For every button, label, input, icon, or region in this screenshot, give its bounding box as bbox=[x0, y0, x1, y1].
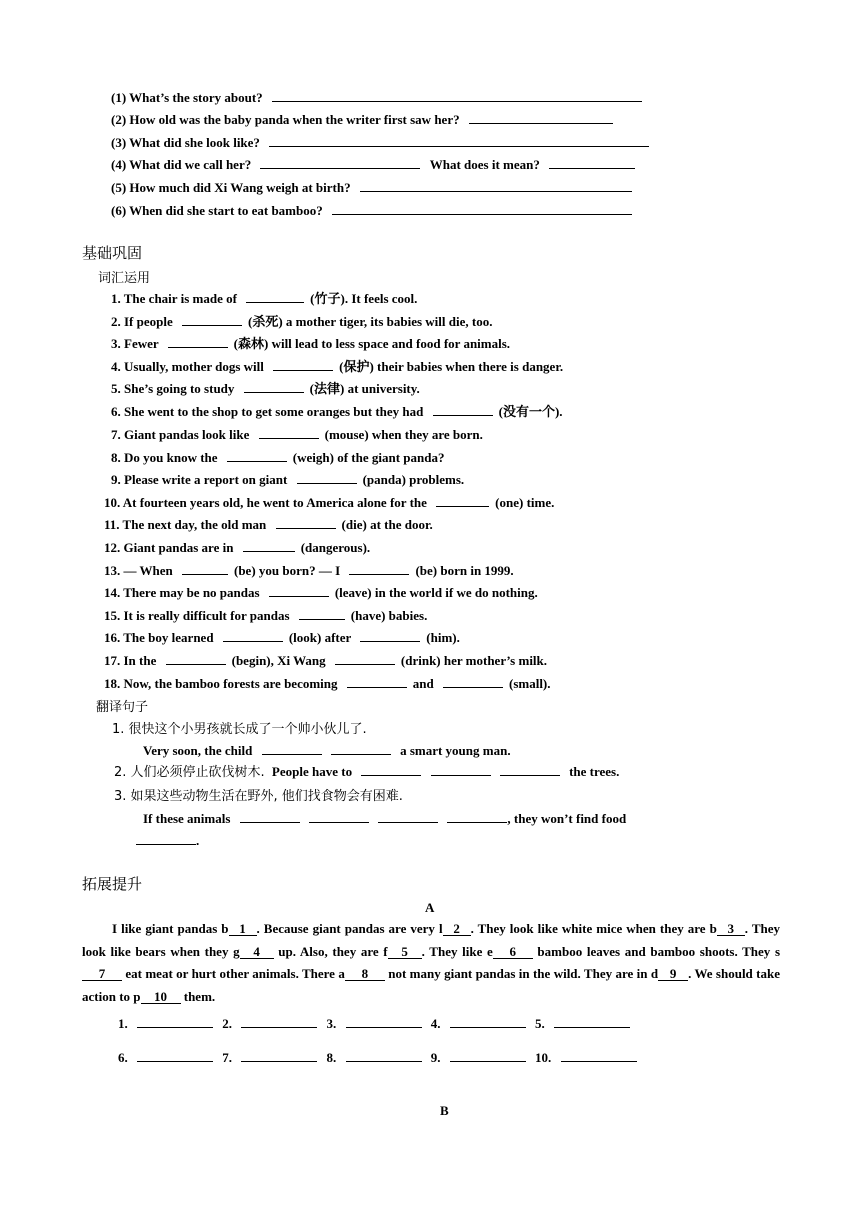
answer-blank[interactable] bbox=[240, 810, 300, 823]
answer-blank[interactable] bbox=[227, 449, 287, 462]
answer-label: 4. bbox=[430, 1016, 441, 1031]
sentence-text-2: , they won’t find food bbox=[507, 811, 627, 826]
item-text: 5. She’s going to study bbox=[111, 381, 235, 396]
answer-line[interactable] bbox=[561, 1049, 637, 1062]
item-text: 13. — When bbox=[104, 563, 173, 578]
vocab-item-4 bbox=[111, 358, 563, 375]
sentence-text: People have to bbox=[271, 764, 353, 779]
item-text-2: and bbox=[412, 676, 434, 691]
answer-label: 2. bbox=[222, 1016, 232, 1031]
answer-label: 5. bbox=[535, 1016, 545, 1031]
item-text: 12. Giant pandas are in bbox=[104, 540, 234, 555]
vocab-item-11 bbox=[104, 516, 433, 533]
item-text-2: (保护) their babies when there is danger. bbox=[339, 359, 564, 374]
vocab-item-15 bbox=[104, 607, 427, 624]
answer-blank[interactable] bbox=[244, 380, 304, 393]
answer-label: 3. bbox=[326, 1016, 337, 1031]
answer-line[interactable] bbox=[450, 1015, 526, 1028]
vocab-item-14 bbox=[104, 584, 538, 601]
answer-blank[interactable] bbox=[269, 134, 649, 147]
answer-blank-2[interactable] bbox=[431, 763, 491, 776]
item-text: 18. Now, the bamboo forests are becoming bbox=[104, 676, 338, 691]
cloze-blank-5[interactable]: 5 bbox=[388, 945, 422, 959]
item-text-3: (him). bbox=[426, 630, 460, 645]
answer-blank[interactable] bbox=[182, 313, 242, 326]
answer-row-2 bbox=[118, 1049, 637, 1066]
item-text-3: (drink) her mother’s milk. bbox=[400, 653, 548, 668]
item-text-2: (法律) at university. bbox=[309, 381, 420, 396]
item-text-2: (杀死) a mother tiger, its babies will die, too. bbox=[248, 314, 493, 329]
part-a-label: A bbox=[425, 900, 435, 915]
question-text-2: What does it mean? bbox=[429, 157, 540, 172]
item-text-2: (be) you born? — I bbox=[234, 563, 341, 578]
cloze-blank-1[interactable]: 1 bbox=[229, 922, 257, 936]
item-text-2: (look) after bbox=[288, 630, 352, 645]
question-1 bbox=[111, 89, 642, 106]
part-b-label: B bbox=[440, 1103, 449, 1118]
question-text: (6) When did she start to eat bamboo? bbox=[111, 203, 323, 218]
answer-blank-4[interactable] bbox=[447, 810, 507, 823]
section-title-extension: 拓展提升 bbox=[82, 875, 143, 893]
answer-line[interactable] bbox=[346, 1049, 422, 1062]
vocab-item-9 bbox=[111, 471, 464, 488]
question-text: (2) How old was the baby panda when the writer first saw her? bbox=[111, 112, 460, 127]
subsection-translation: 翻译句子 bbox=[96, 700, 149, 715]
item-text-2: (没有一个). bbox=[498, 404, 563, 419]
answer-blank[interactable] bbox=[469, 111, 613, 124]
cloze-passage bbox=[82, 918, 780, 1008]
answer-blank-2[interactable] bbox=[349, 562, 409, 575]
answer-blank[interactable] bbox=[276, 516, 336, 529]
cloze-blank-2[interactable]: 2 bbox=[443, 922, 471, 936]
answer-blank[interactable] bbox=[299, 607, 345, 620]
vocab-item-1 bbox=[111, 290, 417, 307]
passage-text: them. bbox=[180, 988, 216, 1004]
answer-blank[interactable] bbox=[273, 358, 333, 371]
sentence-text-2: the trees. bbox=[569, 764, 620, 779]
vocab-item-13 bbox=[104, 562, 514, 579]
item-text-2: (begin), Xi Wang bbox=[231, 653, 326, 668]
answer-blank[interactable] bbox=[260, 156, 420, 169]
answer-label: 8. bbox=[326, 1050, 337, 1065]
translate-3-continuation bbox=[136, 832, 199, 849]
item-text-2: (have) babies. bbox=[350, 608, 428, 623]
item-text: 17. In the bbox=[104, 653, 157, 668]
answer-line[interactable] bbox=[241, 1015, 317, 1028]
section-title-basics: 基础巩固 bbox=[82, 244, 143, 262]
cloze-blank-4[interactable]: 4 bbox=[240, 945, 274, 959]
answer-blank[interactable] bbox=[166, 652, 226, 665]
passage-text: . Because giant pandas are very l bbox=[256, 921, 443, 936]
item-text: 15. It is really difficult for pandas bbox=[104, 608, 290, 623]
sentence-text-2: a smart young man. bbox=[400, 743, 511, 758]
passage-text: eat meat or hurt other animals. There a bbox=[122, 966, 345, 981]
answer-blank-2[interactable] bbox=[443, 675, 503, 688]
passage-text: not many giant pandas in the wild. They are in d bbox=[384, 966, 659, 981]
answer-blank[interactable] bbox=[297, 471, 357, 484]
item-text-2: (weigh) of the giant panda? bbox=[292, 450, 445, 465]
answer-blank[interactable] bbox=[262, 742, 322, 755]
subsection-vocabulary: 词汇运用 bbox=[98, 271, 151, 286]
answer-blank[interactable] bbox=[223, 629, 283, 642]
answer-blank[interactable] bbox=[136, 832, 196, 845]
answer-blank[interactable] bbox=[332, 202, 632, 215]
item-text-2: (森林) will lead to less space and food for animals. bbox=[233, 336, 511, 351]
translate-2-chinese: 2. 人们必须停止砍伐树木. bbox=[114, 765, 265, 780]
translate-1-english bbox=[143, 742, 511, 759]
answer-blank[interactable] bbox=[347, 675, 407, 688]
item-text-2: (leave) in the world if we do nothing. bbox=[334, 585, 538, 600]
item-text-2: (mouse) when they are born. bbox=[324, 427, 483, 442]
passage-text: I like giant pandas b bbox=[112, 921, 229, 936]
question-2 bbox=[111, 111, 613, 128]
vocab-item-5 bbox=[111, 380, 420, 397]
question-6 bbox=[111, 202, 632, 219]
question-text: (1) What’s the story about? bbox=[111, 90, 263, 105]
item-text: 6. She went to the shop to get some oranges but they had bbox=[111, 404, 424, 419]
question-text: (4) What did we call her? bbox=[111, 157, 252, 172]
cloze-blank-3[interactable]: 3 bbox=[717, 922, 745, 936]
vocab-item-10 bbox=[104, 494, 554, 511]
passage-text: . They look like white mice when they are b bbox=[470, 921, 717, 936]
vocab-item-18 bbox=[104, 675, 551, 692]
translate-3-chinese: 3. 如果这些动物生活在野外, 他们找食物会有困难. bbox=[114, 789, 403, 804]
answer-line[interactable] bbox=[346, 1015, 422, 1028]
cloze-blank-10[interactable]: 10 bbox=[141, 990, 181, 1004]
answer-line[interactable] bbox=[137, 1049, 213, 1062]
passage-text: . We should take action to p bbox=[82, 966, 780, 1004]
answer-label: 1. bbox=[118, 1016, 128, 1031]
answer-line[interactable] bbox=[137, 1015, 213, 1028]
answer-blank-2[interactable] bbox=[331, 742, 391, 755]
item-text-2: (one) time. bbox=[495, 495, 555, 510]
vocab-item-7 bbox=[111, 426, 483, 443]
vocab-item-12 bbox=[104, 539, 370, 556]
item-text-2: (die) at the door. bbox=[341, 517, 433, 532]
item-text: 8. Do you know the bbox=[111, 450, 218, 465]
answer-label: 10. bbox=[535, 1050, 552, 1065]
item-text: 2. If people bbox=[111, 314, 173, 329]
answer-blank[interactable] bbox=[243, 539, 295, 552]
item-text: 16. The boy learned bbox=[104, 630, 214, 645]
answer-blank[interactable] bbox=[360, 179, 632, 192]
cloze-blank-8[interactable]: 8 bbox=[345, 967, 385, 981]
answer-blank[interactable] bbox=[182, 562, 228, 575]
item-text-3: (small). bbox=[508, 676, 551, 691]
item-text-3: (be) born in 1999. bbox=[415, 563, 514, 578]
translate-3-english bbox=[143, 810, 626, 827]
answer-blank-2[interactable] bbox=[360, 629, 420, 642]
answer-row-1 bbox=[118, 1015, 630, 1032]
answer-line[interactable] bbox=[554, 1015, 630, 1028]
answer-blank[interactable] bbox=[246, 290, 304, 303]
item-text-2: (dangerous). bbox=[300, 540, 371, 555]
answer-blank[interactable] bbox=[361, 763, 421, 776]
vocab-item-17 bbox=[104, 652, 547, 669]
answer-blank[interactable] bbox=[272, 89, 642, 102]
item-text: 3. Fewer bbox=[111, 336, 159, 351]
vocab-item-2 bbox=[111, 313, 492, 330]
item-text: 14. There may be no pandas bbox=[104, 585, 260, 600]
answer-label: 7. bbox=[222, 1050, 232, 1065]
sentence-text: Very soon, the child bbox=[143, 743, 253, 758]
answer-blank-2[interactable] bbox=[335, 652, 395, 665]
question-text: (3) What did she look like? bbox=[111, 135, 260, 150]
passage-text: . They like e bbox=[421, 943, 493, 959]
answer-blank[interactable] bbox=[259, 426, 319, 439]
passage-text: . They look like bears when they g bbox=[82, 921, 781, 959]
vocab-item-3 bbox=[111, 335, 510, 352]
translate-2 bbox=[114, 763, 619, 781]
question-3 bbox=[111, 134, 649, 151]
vocab-item-8 bbox=[111, 449, 444, 466]
answer-blank-3[interactable] bbox=[378, 810, 438, 823]
question-4 bbox=[111, 156, 635, 173]
cloze-blank-9[interactable]: 9 bbox=[658, 967, 688, 981]
answer-label: 6. bbox=[118, 1050, 128, 1065]
item-text-2: (竹子). It feels cool. bbox=[310, 291, 418, 306]
translate-1-chinese: 1. 很快这个小男孩就长成了一个帅小伙儿了. bbox=[112, 722, 367, 737]
item-text: 4. Usually, mother dogs will bbox=[111, 359, 264, 374]
passage-text: up. Also, they are f bbox=[273, 943, 388, 959]
answer-line[interactable] bbox=[450, 1049, 526, 1062]
item-text: 9. Please write a report on giant bbox=[111, 472, 288, 487]
answer-blank-2[interactable] bbox=[309, 810, 369, 823]
item-text: 11. The next day, the old man bbox=[104, 517, 267, 532]
question-5 bbox=[111, 179, 632, 196]
item-text: 7. Giant pandas look like bbox=[111, 427, 250, 442]
answer-blank[interactable] bbox=[168, 335, 228, 348]
cloze-blank-6[interactable]: 6 bbox=[493, 945, 533, 959]
question-text: (5) How much did Xi Wang weigh at birth? bbox=[111, 180, 351, 195]
answer-line[interactable] bbox=[241, 1049, 317, 1062]
answer-label: 9. bbox=[430, 1050, 441, 1065]
item-text-2: (panda) problems. bbox=[362, 472, 465, 487]
passage-text: bamboo leaves and bamboo shoots. They s bbox=[532, 943, 781, 959]
answer-blank-3[interactable] bbox=[500, 763, 560, 776]
sentence-text: If these animals bbox=[143, 811, 231, 826]
answer-blank[interactable] bbox=[269, 584, 329, 597]
answer-blank[interactable] bbox=[436, 494, 489, 507]
cloze-blank-7[interactable]: 7 bbox=[82, 967, 122, 981]
vocab-item-16 bbox=[104, 629, 460, 646]
sentence-end: . bbox=[196, 833, 200, 848]
item-text: 10. At fourteen years old, he went to America alone for the bbox=[104, 495, 427, 510]
answer-blank[interactable] bbox=[433, 403, 493, 416]
item-text: 1. The chair is made of bbox=[111, 291, 237, 306]
answer-blank-2[interactable] bbox=[549, 156, 635, 169]
vocab-item-6 bbox=[111, 403, 563, 420]
